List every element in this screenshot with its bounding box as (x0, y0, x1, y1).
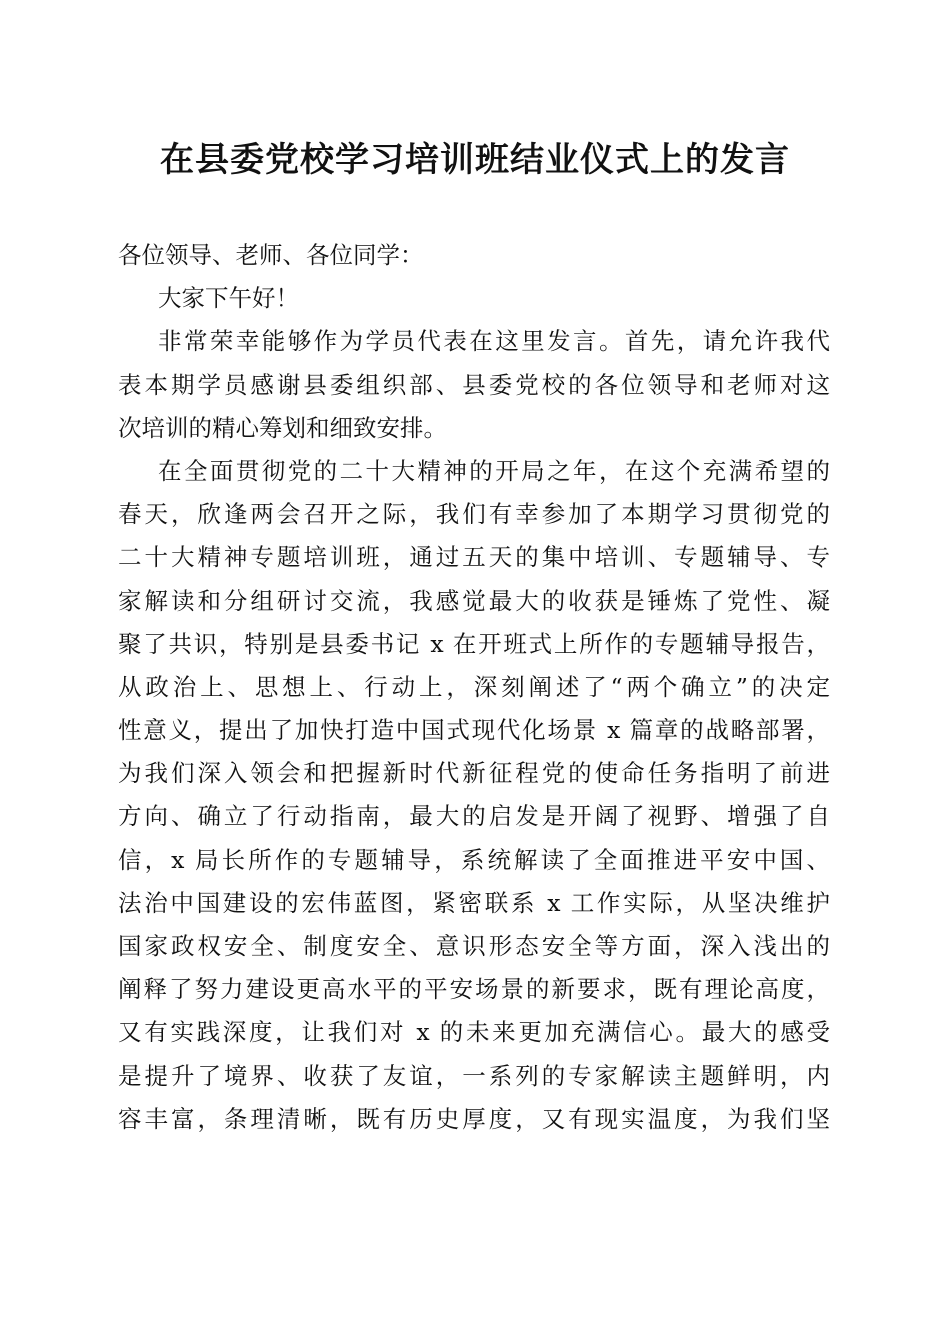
body-line: 信，x 局长所作的专题辅导，系统解读了全面推进平安中国、 (118, 845, 830, 874)
body-line: 为我们深入领会和把握新时代新征程党的使命任务指明了前进 (118, 759, 830, 788)
body-line: 方向、确立了行动指南，最大的启发是开阔了视野、增强了自 (118, 802, 830, 831)
body-line: 非常荣幸能够作为学员代表在这里发言。首先，请允许我代 (158, 327, 830, 356)
document-body (118, 234, 830, 1141)
body-line: 次培训的精心筹划和细致安排。 (118, 413, 447, 442)
body-line: 从政治上、思想上、行动上，深刻阐述了“两个确立”的决定 (118, 672, 830, 701)
body-line: 法治中国建设的宏伟蓝图，紧密联系 x 工作实际，从坚决维护 (118, 888, 830, 917)
body-line: 在全面贯彻党的二十大精神的开局之年，在这个充满希望的 (158, 456, 830, 485)
body-line: 表本期学员感谢县委组织部、县委党校的各位领导和老师对这 (118, 370, 830, 399)
body-line: 聚了共识，特别是县委书记 x 在开班式上所作的专题辅导报告， (118, 629, 830, 658)
body-line: 是提升了境界、收获了友谊，一系列的专家解读主题鲜明，内 (118, 1061, 830, 1090)
body-line: 容丰富，条理清晰，既有历史厚度，又有现实温度，为我们坚 (118, 1104, 830, 1133)
body-line: 春天，欣逢两会召开之际，我们有幸参加了本期学习贯彻党的 (118, 500, 830, 529)
body-line: 大家下午好！ (158, 284, 299, 313)
body-line: 性意义，提出了加快打造中国式现代化场景 x 篇章的战略部署， (118, 716, 830, 745)
body-line: 阐释了努力建设更高水平的平安场景的新要求，既有理论高度， (118, 975, 830, 1004)
body-line: 又有实践深度，让我们对 x 的未来更加充满信心。最大的感受 (118, 1018, 830, 1047)
body-line: 国家政权安全、制度安全、意识形态安全等方面，深入浅出的 (118, 932, 830, 960)
body-line: 家解读和分组研讨交流，我感觉最大的收获是锤炼了党性、凝 (118, 586, 830, 615)
body-line: 各位领导、老师、各位同学： (118, 241, 424, 269)
document-title: 在县委党校学习培训班结业仪式上的发言 (160, 140, 790, 180)
body-line: 二十大精神专题培训班，通过五天的集中培训、专题辅导、专 (118, 543, 830, 572)
